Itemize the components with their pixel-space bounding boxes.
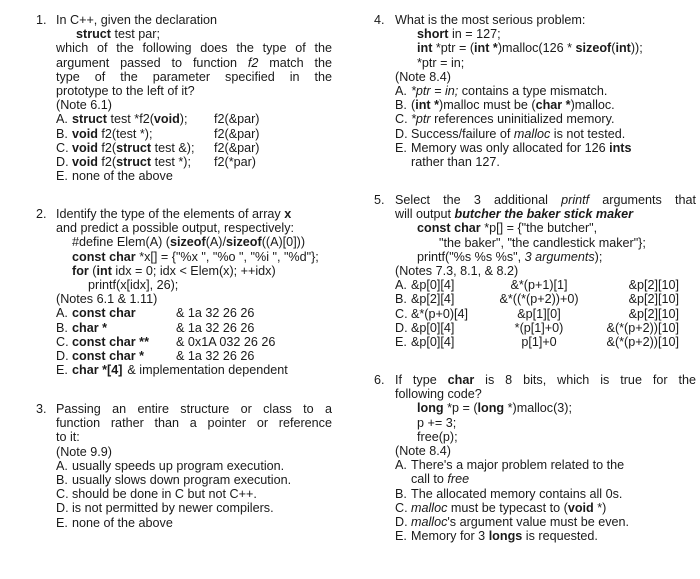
option-call: f2(&par)	[214, 140, 260, 155]
option-label: C.	[56, 334, 69, 349]
q5-note: (Notes 7.3, 8.1, & 8.2)	[395, 264, 519, 279]
option-arg-1: &*(p+0)[4]	[411, 306, 469, 321]
question-number: 2.	[36, 207, 47, 221]
option-a[interactable]	[395, 278, 696, 292]
option-text: none of the above	[72, 515, 173, 530]
q2-code: printf(x[idx], 26);	[88, 278, 179, 293]
option-text: none of the above	[72, 169, 173, 184]
option-arg-2: &*((*(p+2))+0)	[499, 292, 579, 307]
q6-code: p += 3;	[417, 415, 457, 430]
option-c[interactable]	[56, 141, 332, 155]
q2-code: const char *x[] = {"%x ", "%o ", "%i ", "%d"};	[72, 249, 319, 264]
option-a[interactable]: A. *ptr = in; contains a type mismatch.	[395, 84, 608, 99]
q2-code: for (int idx = 0; idx < Elem(x); ++idx)	[72, 263, 276, 278]
option-call: f2(&par)	[214, 126, 260, 141]
option-e[interactable]: E. Memory for 3 longs is requested.	[395, 529, 598, 544]
question-4	[374, 13, 689, 169]
q2-text: and predict a possible output, respectively:	[56, 221, 295, 236]
option-b[interactable]: B. (int *)malloc must be (char *)malloc.	[395, 98, 615, 113]
option-arg-3: &(*(p+2))[10]	[606, 320, 679, 335]
q3-options	[56, 459, 332, 530]
option-e[interactable]	[395, 335, 696, 349]
option-a[interactable]	[56, 306, 332, 320]
q4-code: int *ptr = (int *)malloc(126 * sizeof(int));	[417, 41, 643, 56]
option-label: E.	[56, 515, 68, 530]
q2-note: (Notes 6.1 & 1.11)	[56, 292, 158, 307]
option-e[interactable]	[56, 169, 332, 183]
option-text: void f2(test *);	[72, 126, 153, 141]
option-type: const char	[72, 306, 136, 321]
option-d[interactable]: D. Success/failure of malloc is not tested.	[395, 126, 626, 141]
option-output: & implementation dependent	[127, 363, 288, 378]
q6-code: long *p = (long *)malloc(3);	[417, 401, 572, 416]
option-b[interactable]	[395, 292, 696, 306]
q1-stem: In C++, given the declaration	[56, 13, 218, 27]
question-number: 5.	[374, 193, 385, 207]
q1-note: (Note 6.1)	[56, 98, 112, 113]
q4-note: (Note 8.4)	[395, 69, 451, 84]
option-a[interactable]	[56, 112, 332, 126]
option-b[interactable]: B. The allocated memory contains all 0s.	[395, 486, 623, 501]
option-label: C.	[395, 306, 408, 321]
option-c[interactable]: C. *ptr references uninitialized memory.	[395, 112, 615, 127]
option-c[interactable]	[395, 307, 696, 321]
option-text: struct test *f2(void);	[72, 112, 188, 127]
q1-text: type of the parameter specified in the	[56, 69, 332, 84]
option-output: & 1a 32 26 26	[176, 306, 255, 321]
option-call: f2(*par)	[214, 155, 256, 170]
option-text: usually slows down program execution.	[72, 473, 292, 488]
question-6	[374, 373, 696, 543]
option-label: C.	[56, 487, 69, 502]
question-2	[36, 207, 332, 377]
option-label: D.	[56, 501, 69, 516]
q5-code: printf("%s %s %s", 3 arguments);	[417, 249, 603, 264]
option-arg-3: &p[2][10]	[628, 278, 679, 293]
option-b[interactable]	[56, 473, 332, 487]
question-3	[36, 402, 332, 530]
option-text: void f2(struct test &);	[72, 140, 195, 155]
option-label: E.	[395, 335, 407, 350]
q5-options	[395, 278, 696, 349]
q4-code: *ptr = in;	[417, 55, 465, 70]
option-label: A.	[56, 306, 68, 321]
option-arg-3: &p[2][10]	[628, 292, 679, 307]
q3-text: to it:	[56, 430, 80, 445]
q1-options	[56, 112, 332, 183]
q6-text: following code?	[395, 387, 482, 402]
option-a[interactable]	[56, 459, 332, 473]
option-type: const char *	[72, 349, 145, 364]
option-d[interactable]	[395, 321, 696, 335]
option-label: E.	[56, 363, 68, 378]
option-arg-2: &*(p+1)[1]	[510, 278, 568, 293]
option-d[interactable]	[56, 155, 332, 169]
option-text: usually speeds up program execution.	[72, 458, 285, 473]
q5-text: Select the 3 additional printf arguments that	[395, 193, 696, 207]
option-type: const char **	[72, 334, 149, 349]
option-label: B.	[56, 473, 68, 488]
option-label: E.	[56, 169, 68, 184]
question-number: 1.	[36, 13, 47, 27]
question-1	[36, 13, 332, 183]
option-label: C.	[56, 140, 69, 155]
option-arg-1: &p[0][4]	[411, 278, 455, 293]
option-arg-3: &(*(p+2))[10]	[606, 335, 679, 350]
option-text: is not permitted by newer compilers.	[72, 501, 274, 516]
option-a[interactable]: A. There's a major problem related to the call to free	[395, 458, 625, 487]
q5-code: const char *p[] = {"the butcher",	[417, 221, 598, 236]
option-type: char *[4]	[72, 363, 123, 378]
option-text: void f2(struct test *);	[72, 155, 191, 170]
q6-note: (Note 8.4)	[395, 444, 451, 459]
q5-code: "the baker", "the candlestick maker"};	[439, 235, 646, 250]
option-output: & 1a 32 26 26	[176, 349, 255, 364]
q6-text: If type char is 8 bits, which is true for the	[395, 373, 696, 387]
q4-code: short in = 127;	[417, 27, 501, 42]
option-arg-2: *(p[1]+0)	[514, 320, 564, 335]
option-label: A.	[56, 112, 68, 127]
option-arg-2: p[1]+0	[521, 335, 557, 350]
option-label: B.	[56, 320, 68, 335]
option-arg-3: &p[2][10]	[628, 306, 679, 321]
option-label: B.	[395, 292, 407, 307]
q6-code: free(p);	[417, 429, 458, 444]
option-output: & 0x1A 032 26 26	[176, 334, 276, 349]
option-e[interactable]: E. Memory was only allocated for 126 ints rather than 127.	[395, 140, 632, 170]
option-text: should be done in C but not C++.	[72, 487, 257, 502]
q1-text: argument passed to function f2 match the	[56, 55, 332, 70]
q3-text: function rather than a pointer or reference	[56, 416, 332, 431]
q1-text: which of the following does the type of the	[56, 41, 332, 56]
q1-text: prototype to the left of it?	[56, 84, 195, 99]
option-d[interactable]: D. malloc's argument value must be even.	[395, 515, 630, 530]
option-label: D.	[395, 320, 408, 335]
option-label: B.	[56, 126, 68, 141]
question-number: 3.	[36, 402, 47, 416]
option-type: char *	[72, 320, 108, 335]
option-label: A.	[56, 458, 68, 473]
option-arg-2: &p[1][0]	[517, 306, 561, 321]
option-arg-1: &p[0][4]	[411, 335, 455, 350]
option-b[interactable]	[56, 127, 332, 141]
q2-code: #define Elem(A) (sizeof(A)/sizeof((A)[0]))	[72, 235, 306, 250]
option-c[interactable]: C. malloc must be typecast to (void *)	[395, 500, 607, 515]
question-5	[374, 193, 696, 349]
q4-text: What is the most serious problem:	[395, 13, 586, 27]
q2-options	[56, 306, 332, 377]
option-b[interactable]	[56, 321, 332, 335]
q5-text: will output butcher the baker stick maker	[395, 207, 634, 222]
q3-text: Passing an entire structure or class to a	[56, 402, 332, 416]
option-d[interactable]	[56, 501, 332, 515]
option-label: D.	[56, 349, 69, 364]
option-c[interactable]	[56, 487, 332, 501]
option-c[interactable]	[56, 335, 332, 349]
option-e[interactable]	[56, 363, 332, 377]
option-output: & 1a 32 26 26	[176, 320, 255, 335]
q3-note: (Note 9.9)	[56, 444, 112, 459]
option-label: A.	[395, 278, 407, 293]
question-number: 6.	[374, 373, 385, 387]
option-arg-1: &p[2][4]	[411, 292, 455, 307]
option-arg-1: &p[0][4]	[411, 320, 455, 335]
option-e[interactable]	[56, 516, 332, 530]
option-call: f2(&par)	[214, 112, 260, 127]
q1-declaration: struct test par;	[76, 27, 160, 42]
q2-text: Identify the type of the elements of array x	[56, 207, 292, 221]
option-label: D.	[56, 155, 69, 170]
option-d[interactable]	[56, 349, 332, 363]
question-number: 4.	[374, 13, 385, 27]
